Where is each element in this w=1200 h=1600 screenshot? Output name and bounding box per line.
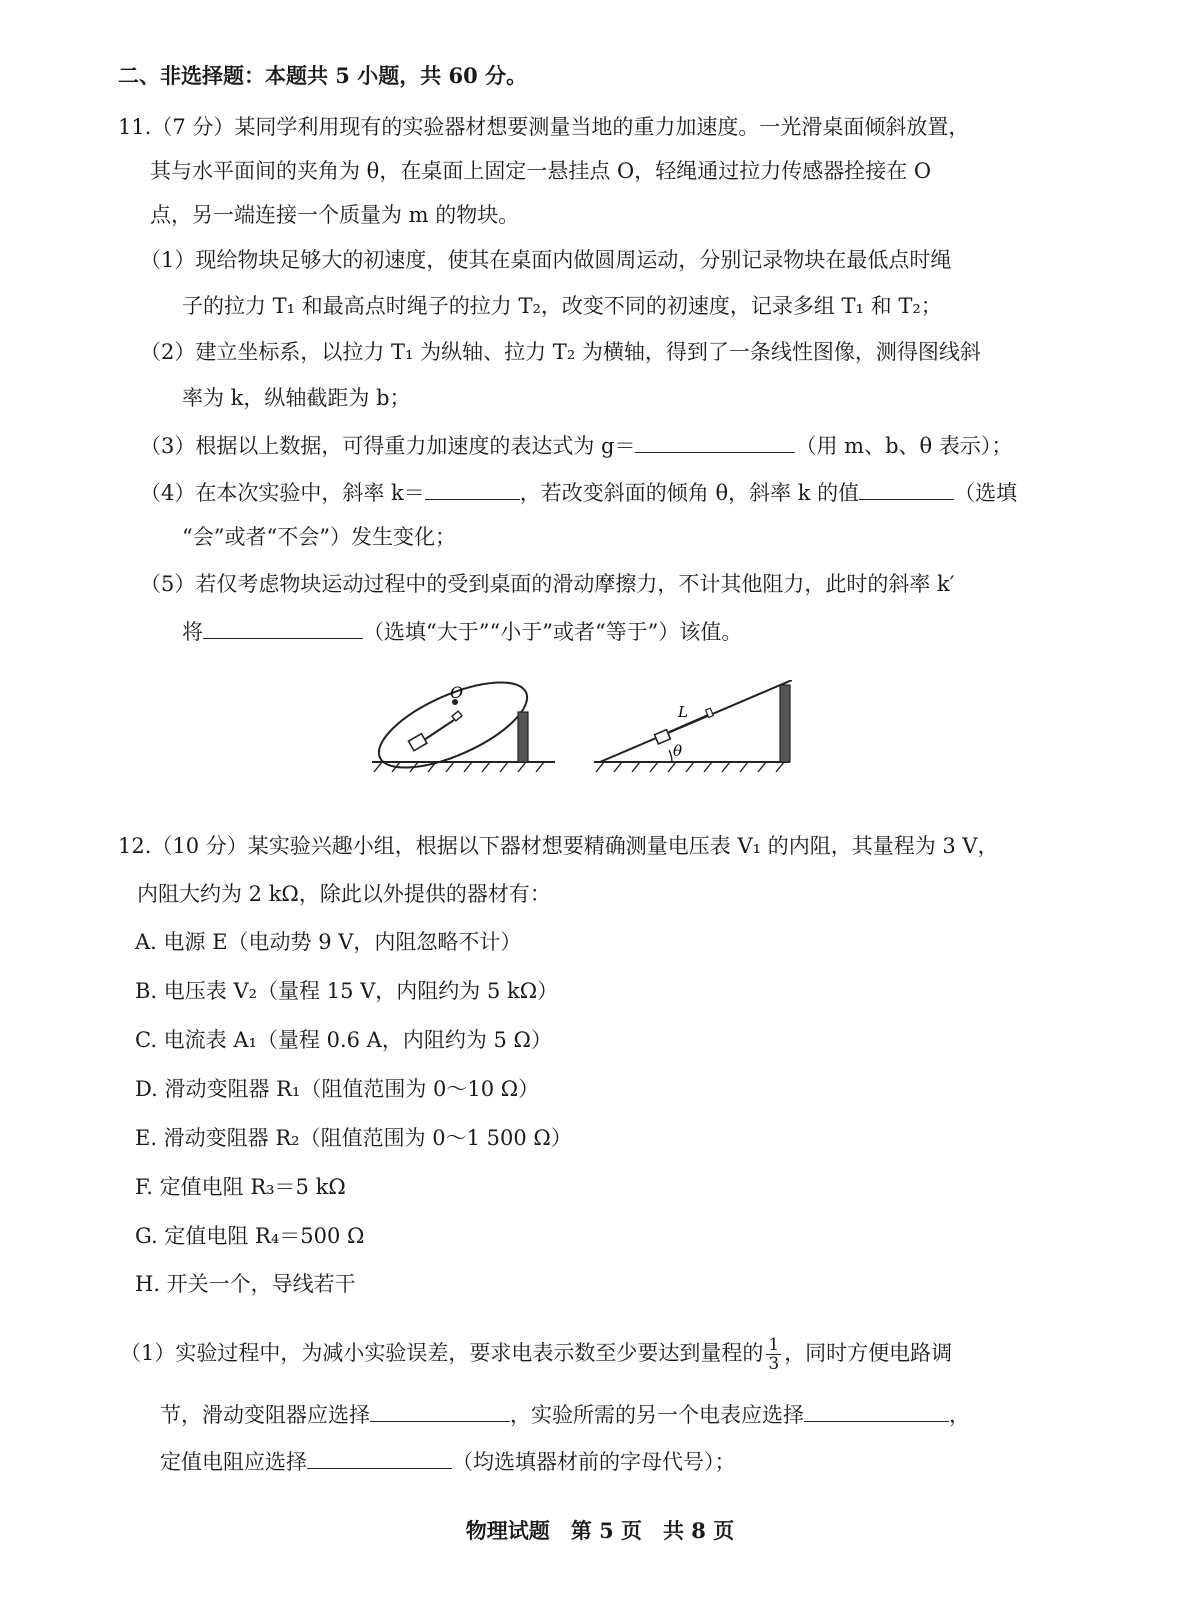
figure-tilted-table xyxy=(372,680,555,775)
q12-option-e: E. 滑动变阻器 R₂（阻值范围为 0～1 500 Ω） xyxy=(135,1126,572,1150)
q12-part1-line-3 xyxy=(160,1446,736,1476)
page-footer: 物理试题 第 5 页 共 8 页 xyxy=(465,1518,735,1543)
answer-blank-resistor[interactable] xyxy=(307,1446,452,1469)
q11-part4-text-a: （4）在本次实验中，斜率 k＝ xyxy=(140,481,425,505)
incline-block xyxy=(655,730,671,744)
q11-part4-text-b: ，若改变斜面的倾角 θ，斜率 k 的值 xyxy=(519,481,860,505)
answer-blank-meter[interactable] xyxy=(804,1399,949,1422)
fraction-one-third xyxy=(766,1336,781,1373)
q11-intro-line-3: 点，另一端连接一个质量为 m 的物块。 xyxy=(150,203,520,227)
q11-part2-line-2: 率为 k，纵轴截距为 b； xyxy=(182,386,411,410)
answer-blank-k[interactable] xyxy=(425,477,520,500)
answer-blank-rheostat[interactable] xyxy=(370,1399,510,1422)
q12-option-h: H. 开关一个，导线若干 xyxy=(135,1272,356,1296)
q11-part3 xyxy=(140,430,1012,460)
q12-option-d: D. 滑动变阻器 R₁（阻值范围为 0～10 Ω） xyxy=(135,1077,540,1101)
answer-blank-k-prime[interactable] xyxy=(203,616,363,639)
answer-blank-g[interactable] xyxy=(635,430,795,453)
label-o: O xyxy=(450,683,464,702)
label-l: L xyxy=(678,703,688,721)
label-theta: θ xyxy=(673,742,683,760)
q11-intro-line-1: 11.（7 分）某同学利用现有的实验器材想要测量当地的重力加速度。一光滑桌面倾斜放置， xyxy=(118,115,970,139)
q12-option-f: F. 定值电阻 R₃＝5 kΩ xyxy=(135,1175,346,1199)
q11-part2-line-1: （2）建立坐标系，以拉力 T₁ 为纵轴、拉力 T₂ 为横轴，得到了一条线性图像，测得图线斜 xyxy=(140,340,981,364)
q11-figure xyxy=(372,680,792,775)
q12-option-c: C. 电流表 A₁（量程 0.6 A，内阻约为 5 Ω） xyxy=(135,1028,552,1052)
section-header: 二、非选择题：本题共 5 小题，共 60 分。 xyxy=(118,63,528,88)
q12-intro-line-1: 12.（10 分）某实验兴趣小组，根据以下器材想要精确测量电压表 V₁ 的内阻，其量程为 3 V， xyxy=(118,834,999,858)
q11-part5-text-c: （选填“大于”“小于”或者“等于”）该值。 xyxy=(363,620,743,644)
q12-part1-text-b: ，同时方便电路调 xyxy=(784,1341,953,1365)
block xyxy=(408,734,426,751)
q11-part5-text-b: 将 xyxy=(182,620,203,644)
q12-part1-text-a: （1）实验过程中，为减小实验误差，要求电表示数至少要达到量程的 xyxy=(120,1341,764,1365)
q12-part1-text-f: 定值电阻应选择 xyxy=(160,1450,307,1474)
q12-part1-text-e: ， xyxy=(949,1403,970,1427)
q11-part4-line-1 xyxy=(140,477,1017,507)
q11-part5-line-1: （5）若仅考虑物块运动过程中的受到桌面的滑动摩擦力，不计其他阻力，此时的斜率 k′ xyxy=(140,572,955,596)
fraction-denominator: 3 xyxy=(768,1354,780,1374)
q11-part3-text-b: （用 m、b、θ 表示）； xyxy=(795,434,1013,458)
q11-part4-text-c: （选填 xyxy=(954,481,1018,505)
q11-part4-line-2: “会”或者“不会”）发生变化； xyxy=(182,525,456,549)
figure-incline-side-view xyxy=(594,680,792,772)
q11-part1-line-2: 子的拉力 T₁ 和最高点时绳子的拉力 T₂，改变不同的初速度，记录多组 T₁ 和 T₂； xyxy=(182,294,942,318)
q12-part1-text-g: （均选填器材前的字母代号）； xyxy=(452,1450,736,1474)
q12-part1-line-1 xyxy=(120,1333,952,1373)
q12-option-g: G. 定值电阻 R₄＝500 Ω xyxy=(135,1224,365,1248)
fraction-numerator: 1 xyxy=(768,1335,780,1355)
q12-part1-text-d: ，实验所需的另一个电表应选择 xyxy=(510,1403,804,1427)
q11-part3-text-a: （3）根据以上数据，可得重力加速度的表达式为 g＝ xyxy=(140,434,636,458)
q12-option-a: A. 电源 E（电动势 9 V，内阻忽略不计） xyxy=(135,930,522,954)
q12-option-b: B. 电压表 V₂（量程 15 V，内阻约为 5 kΩ） xyxy=(135,979,559,1003)
q12-part1-text-c: 节，滑动变阻器应选择 xyxy=(160,1403,370,1427)
q11-intro-line-2: 其与水平面间的夹角为 θ，在桌面上固定一悬挂点 O，轻绳通过拉力传感器拴接在 O xyxy=(150,159,932,183)
q12-part1-line-2 xyxy=(160,1399,970,1429)
q12-intro-line-2: 内阻大约为 2 kΩ，除此以外提供的器材有： xyxy=(137,882,551,906)
q11-part5-line-2 xyxy=(182,616,742,646)
q11-part1-line-1: （1）现给物块足够大的初速度，使其在桌面内做圆周运动，分别记录物块在最低点时绳 xyxy=(140,248,952,272)
answer-blank-k-change[interactable] xyxy=(859,477,954,500)
